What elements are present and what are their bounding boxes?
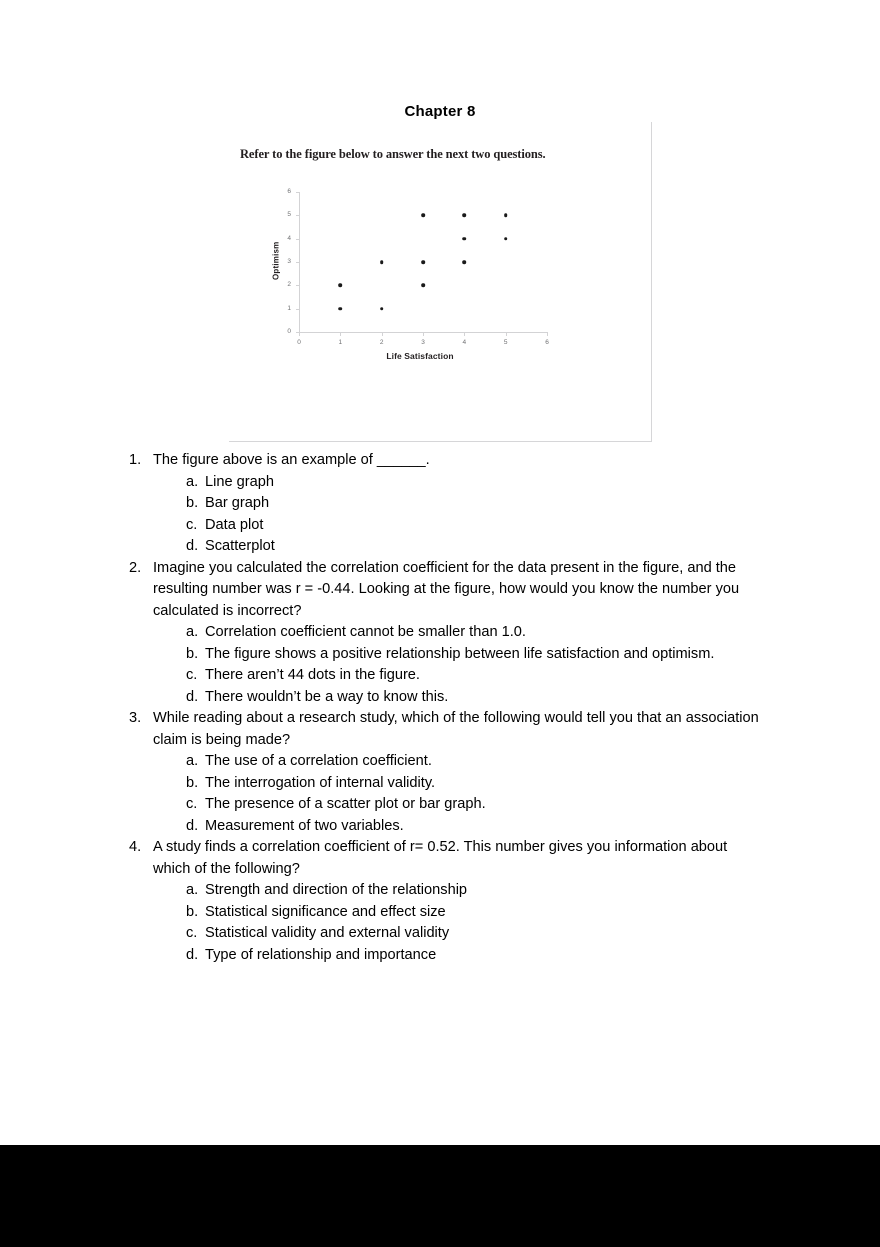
- x-axis-tick: [547, 332, 548, 336]
- answer-option[interactable]: [0, 622, 880, 644]
- x-axis-tick-label: 5: [503, 339, 508, 346]
- bottom-black-band: [0, 1145, 880, 1247]
- answer-option-letter: d.: [186, 538, 199, 554]
- y-axis-tick: [287, 258, 300, 265]
- answer-option-text: Measurement of two variables.: [205, 817, 404, 834]
- answer-option[interactable]: [0, 687, 880, 709]
- answer-option[interactable]: [0, 493, 880, 515]
- answer-option-letter: c.: [186, 925, 198, 941]
- answer-option-letter: d.: [186, 817, 199, 834]
- question-text: A study finds a correlation coefficient of r= 0.52. This number gives you information about which of the following?: [153, 839, 728, 877]
- answer-option[interactable]: [0, 816, 880, 838]
- answer-option-text: There aren’t 44 dots in the figure.: [205, 667, 420, 683]
- y-axis-tick: [287, 281, 300, 289]
- answer-option-letter: d.: [186, 946, 199, 963]
- question-number: 4.: [129, 839, 142, 855]
- answer-option-text: The figure shows a positive relationship between life satisfaction and optimism.: [205, 645, 715, 662]
- answer-options-list: [0, 751, 880, 837]
- question-item: [0, 558, 880, 623]
- question-item: [0, 450, 880, 472]
- answer-option-text: Type of relationship and importance: [205, 946, 437, 963]
- y-axis-label: Optimism: [271, 241, 281, 281]
- data-point: [380, 260, 384, 264]
- x-axis-tick-label: 3: [421, 339, 425, 346]
- answer-option[interactable]: [0, 472, 880, 494]
- x-axis-tick: [382, 332, 383, 336]
- answer-option-text: The interrogation of internal validity.: [205, 774, 436, 791]
- answer-option-letter: c.: [186, 667, 198, 683]
- x-axis-tick-label: 2: [379, 339, 384, 346]
- answer-option[interactable]: [0, 665, 880, 687]
- figure-caption: Refer to the figure below to answer the next two questions.: [240, 147, 546, 161]
- answer-option[interactable]: [0, 644, 880, 666]
- answer-option[interactable]: [0, 945, 880, 967]
- answer-option-letter: a.: [186, 882, 199, 898]
- answer-option-letter: b.: [186, 774, 199, 791]
- answer-option[interactable]: [0, 773, 880, 795]
- y-axis-tick: [287, 188, 300, 195]
- answer-option[interactable]: [0, 794, 880, 816]
- x-axis-tick: [464, 332, 465, 336]
- y-axis-tick-label: 4: [287, 234, 291, 242]
- answer-option-letter: b.: [186, 645, 199, 662]
- data-point: [504, 214, 508, 218]
- x-axis-tick: [506, 332, 507, 336]
- answer-option-letter: a.: [186, 473, 199, 490]
- data-point: [463, 237, 467, 241]
- answer-option-text: The use of a correlation coefficient.: [205, 753, 432, 769]
- question-item: [0, 708, 880, 751]
- data-point: [421, 260, 425, 264]
- answer-option[interactable]: [0, 880, 880, 902]
- answer-option[interactable]: [0, 923, 880, 945]
- answer-option-text: There wouldn’t be a way to know this.: [205, 688, 449, 705]
- question-text: Imagine you calculated the correlation coefficient for the data present in the figure, and the resulting number was r = -0.44. Looking at the figure, how would you know the number you calculated is incorrect?: [153, 559, 740, 619]
- question-number: 2.: [129, 559, 142, 576]
- answer-option-text: The presence of a scatter plot or bar graph.: [205, 796, 486, 812]
- answer-option[interactable]: [0, 536, 880, 558]
- data-point: [421, 284, 425, 288]
- questions-list: [0, 450, 880, 966]
- data-point: [339, 284, 343, 288]
- data-point: [421, 214, 425, 218]
- page-title: Chapter 8: [404, 103, 476, 120]
- x-axis-tick: [299, 332, 300, 336]
- data-point: [463, 260, 467, 264]
- answer-option-letter: a.: [186, 753, 199, 769]
- answer-option-letter: b.: [186, 903, 199, 920]
- y-axis-tick-label: 6: [287, 188, 291, 195]
- answer-option-text: Strength and direction of the relationship: [205, 882, 468, 898]
- y-axis-tick-label: 5: [287, 211, 291, 219]
- x-axis-tick-label: 0: [297, 339, 301, 346]
- answer-option-letter: c.: [186, 796, 198, 812]
- y-axis-tick: [287, 304, 300, 312]
- answer-option-text: Correlation coefficient cannot be smaller than 1.0.: [205, 624, 526, 640]
- answer-options-list: [0, 880, 880, 966]
- plot-area: [287, 188, 549, 346]
- data-point: [504, 237, 508, 241]
- question-number: 1.: [129, 452, 142, 468]
- answer-option[interactable]: [0, 751, 880, 773]
- x-axis-tick: [423, 332, 424, 336]
- question-text: The figure above is an example of ______.: [153, 452, 430, 468]
- answer-options-list: [0, 472, 880, 558]
- answer-option-text: Statistical validity and external validity: [205, 925, 450, 941]
- data-point: [463, 214, 467, 218]
- answer-option[interactable]: [0, 902, 880, 924]
- answer-option-text: Statistical significance and effect size: [205, 903, 446, 920]
- answer-option-text: Scatterplot: [205, 538, 275, 554]
- figure-container: [229, 122, 652, 442]
- question-item: [0, 837, 880, 880]
- answer-option[interactable]: [0, 515, 880, 537]
- y-axis-tick-label: 1: [287, 304, 291, 312]
- answer-option-letter: d.: [186, 688, 199, 705]
- y-axis-tick: [287, 234, 300, 242]
- x-axis-tick-label: 1: [338, 339, 343, 346]
- x-axis-label: Life Satisfaction: [386, 351, 454, 361]
- data-point: [339, 307, 343, 311]
- y-axis-tick-label: 0: [287, 328, 291, 335]
- question-text: While reading about a research study, which of the following would tell you that an association claim is being made?: [153, 710, 759, 748]
- x-axis-tick-label: 6: [545, 339, 549, 346]
- x-axis-tick: [340, 332, 341, 336]
- answer-options-list: [0, 622, 880, 708]
- y-axis-tick-label: 2: [287, 281, 291, 289]
- answer-option-letter: a.: [186, 624, 199, 640]
- data-point: [380, 307, 384, 311]
- y-axis-tick: [287, 211, 300, 219]
- question-number: 3.: [129, 710, 142, 726]
- answer-option-text: Data plot: [205, 516, 264, 533]
- answer-option-text: Line graph: [205, 473, 274, 490]
- answer-option-letter: b.: [186, 495, 199, 511]
- answer-option-text: Bar graph: [205, 495, 270, 511]
- scatter-plot: [271, 188, 595, 375]
- y-axis-tick-label: 3: [287, 258, 291, 265]
- x-axis-tick-label: 4: [462, 339, 467, 346]
- answer-option-letter: c.: [186, 516, 198, 533]
